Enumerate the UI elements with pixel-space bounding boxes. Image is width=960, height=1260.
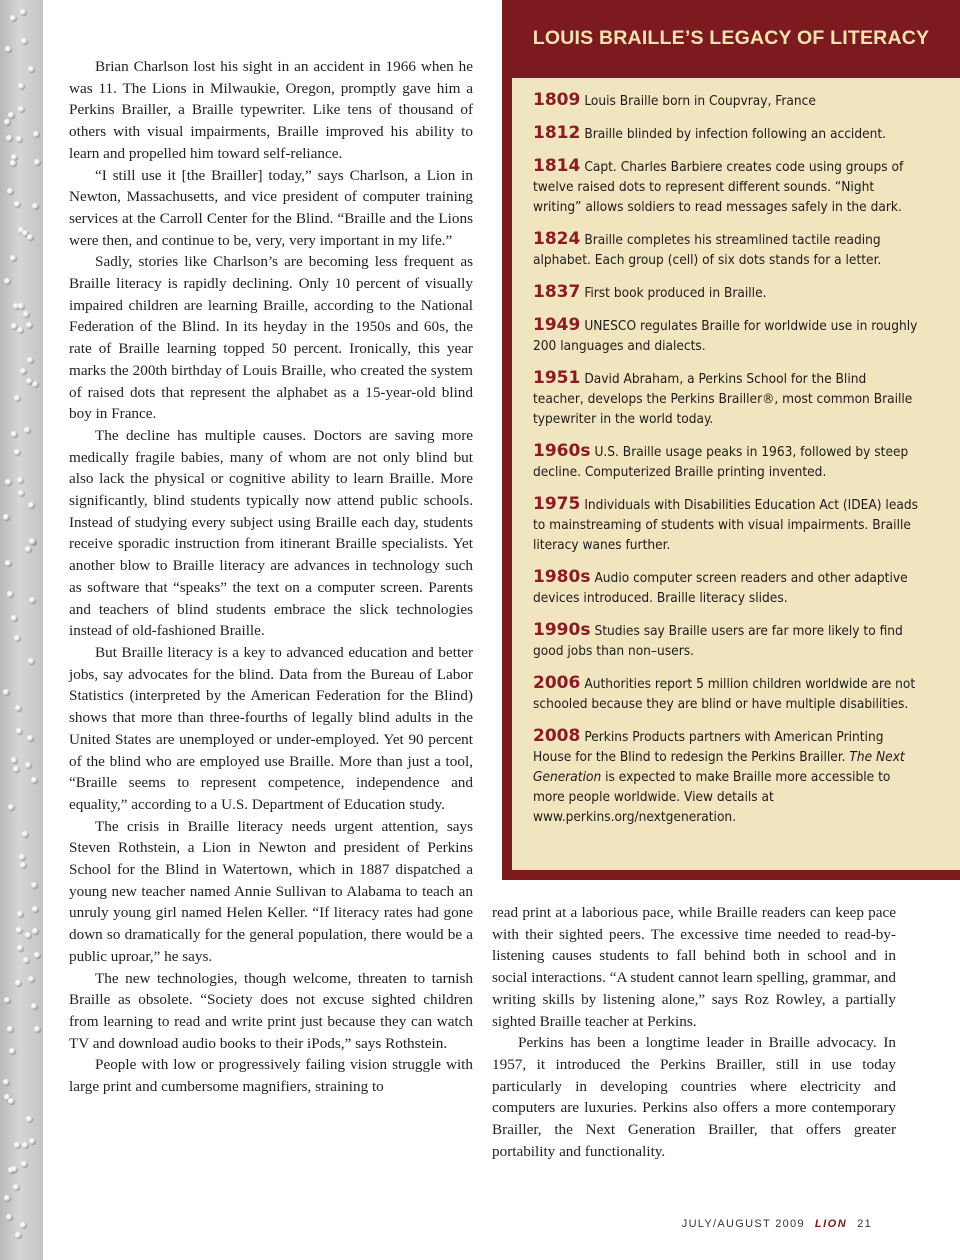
braille-dot: [23, 311, 29, 317]
braille-dot: [26, 1116, 32, 1122]
braille-dot: [29, 1138, 35, 1144]
braille-dot: [17, 477, 23, 483]
braille-dot: [17, 327, 23, 333]
timeline-year: 1960s: [533, 441, 591, 461]
timeline-entry: [533, 441, 919, 482]
braille-dot: [11, 1166, 17, 1172]
braille-dot: [18, 83, 24, 89]
braille-dot: [28, 502, 34, 508]
timeline-sidebar: [502, 0, 960, 880]
braille-dot: [16, 728, 22, 734]
braille-dot: [34, 159, 40, 165]
article-paragraph: read print at a laborious pace, while Braille readers can keep pace with their sighted peers. The excessive time needed to read-by-listening causes students to fall behind both in school and in social interactions. “A student cannot learn spelling, grammar, and writing skills by listening alone,” says Roz Rowley, a partially sighted Braille teacher at Perkins.: [492, 904, 896, 1030]
timeline-text: Individuals with Disabilities Education Act (IDEA) leads to mainstreaming of students with visual impairments. Braille literacy wanes further.: [533, 497, 918, 553]
timeline-entry: [533, 282, 919, 303]
braille-dot: [7, 1026, 13, 1032]
braille-dot: [32, 928, 38, 934]
braille-dot: [7, 188, 13, 194]
braille-dot: [19, 854, 25, 860]
magazine-brand: LION: [814, 1218, 848, 1230]
timeline-text: Authorities report 5 million children worldwide are not schooled because they are blind or have multiple disabilities.: [533, 676, 916, 712]
timeline-year: 1814: [533, 156, 581, 176]
timeline-text: First book produced in Braille.: [584, 285, 767, 301]
braille-dot: [3, 514, 9, 520]
braille-dot: [9, 1048, 15, 1054]
timeline-box: [512, 78, 960, 870]
braille-dot: [5, 479, 11, 485]
braille-dot: [14, 1142, 20, 1148]
braille-dot: [5, 46, 11, 52]
timeline-year: 1824: [533, 229, 581, 249]
braille-dot: [26, 378, 32, 384]
article-paragraph: People with low or progressively failing vision struggle with large print and cumbersome magnifiers, straining to: [69, 1056, 473, 1096]
timeline-entry: [533, 494, 919, 555]
timeline-year: 2008: [533, 726, 581, 746]
article-paragraph: The crisis in Braille literacy needs urgent attention, says Steven Rothstein, a Lion in Newton and president of Perkins School for the Blind in Watertown, which in 1887 dispatched a young new teacher named Annie Sullivan to Alabama to teach an unruly young girl named Helen Keller. “If literacy rates had gone down so dramatically for the general population, there would be a public uproar,” he says.: [69, 817, 473, 965]
sidebar-title: LOUIS BRAILLE’S LEGACY OF LITERACY: [532, 27, 930, 49]
braille-dot: [4, 278, 10, 284]
braille-dot: [20, 368, 26, 374]
timeline-year: 1837: [533, 282, 581, 302]
braille-dot: [4, 119, 10, 125]
braille-dot: [20, 1222, 26, 1228]
braille-dot: [14, 395, 20, 401]
braille-dot: [11, 431, 17, 437]
issue-date: JULY/AUGUST 2009: [681, 1218, 805, 1230]
timeline-text: Braille completes his streamlined tactile reading alphabet. Each group (cell) of six dots stands for a letter.: [533, 232, 882, 268]
timeline-text: U.S. Braille usage peaks in 1963, followed by steep decline. Computerized Braille printing invented.: [533, 444, 909, 480]
timeline-entry: [533, 567, 919, 608]
braille-dot: [27, 234, 33, 240]
timeline-year: 2006: [533, 673, 581, 693]
braille-dot: [27, 357, 33, 363]
timeline-entry: [533, 123, 919, 144]
timeline-text: Braille blinded by infection following an accident.: [584, 126, 887, 142]
braille-dot: [8, 112, 14, 118]
timeline-text: UNESCO regulates Braille for worldwide use in roughly 200 languages and dialects.: [533, 318, 918, 354]
braille-dot: [5, 560, 11, 566]
braille-dot: [10, 15, 16, 21]
timeline-text: Louis Braille born in Coupvray, France: [584, 93, 816, 109]
braille-dot: [20, 862, 26, 868]
article-paragraph: Perkins has been a longtime leader in Braille advocacy. In 1957, it introduced the Perkins Brailler, still in use today particularly in developing countries where electricity and computers are luxuries. Perkins also offers a more contemporary Brailler, the Next Generation Brailler, that offers greater portability and functionality.: [492, 1034, 896, 1160]
braille-dot: [27, 735, 33, 741]
timeline-text: Perkins Products partners with American Printing House for the Blind to redesign the Perkins Brailler.: [533, 729, 884, 765]
braille-dot: [4, 997, 10, 1003]
braille-dot: [16, 927, 22, 933]
braille-dot: [32, 381, 38, 387]
article-paragraph: The decline has multiple causes. Doctors are saving more medically fragile babies, many of whom are not only blind but also lack the physical or cognitive ability to learn Braille. More significantly, blind students typically now attend public schools. Instead of studying every subject using Braille each day, students receive sporadic instruction from itinerant Braille specialists. Yet another blow to Braille literacy are advances in technology such as software that “speaks” the text on a computer screen. Parents and teachers of blind students embrace the slick technologies instead of old-fashioned Braille.: [69, 426, 473, 640]
article-left-column: [69, 56, 473, 1098]
timeline-entry: [533, 620, 919, 661]
braille-dot: [18, 303, 24, 309]
timeline-year: 1990s: [533, 620, 591, 640]
timeline-text: Studies say Braille users are far more likely to find good jobs than non–users.: [533, 623, 903, 659]
article-paragraph: Sadly, stories like Charlson’s are becoming less frequent as Braille literacy is rapidly declining. Only 10 percent of visually impaired children are learning Braille, according to the National Federation of the Blind. In its heyday in the 1950s and 60s, the rate of Braille learning topped 50 percent. Ironically, this year marks the 200th birthday of Louis Braille, who created the system of raised dots that represent the alphabet as a 15-year-old blind boy in France.: [69, 253, 473, 423]
timeline-text: David Abraham, a Perkins School for the Blind teacher, develops the Perkins Brailler®, most common Braille typewriter in the world today.: [533, 371, 913, 427]
braille-dot: [34, 952, 40, 958]
timeline-entry: [533, 368, 919, 429]
braille-dot: [16, 136, 22, 142]
timeline-text: is expected to make Braille more accessible to more people worldwide. View details at www.perkins.org/nextgeneration.: [533, 769, 891, 825]
braille-dot: [22, 831, 28, 837]
braille-dot: [28, 66, 34, 72]
braille-dot: [11, 615, 17, 621]
braille-dot: [17, 911, 23, 917]
braille-dot: [32, 906, 38, 912]
braille-dot: [3, 1079, 9, 1085]
braille-dot: [4, 1195, 10, 1201]
braille-dot: [15, 1232, 21, 1238]
braille-dot: [26, 322, 32, 328]
timeline-year: 1975: [533, 494, 581, 514]
braille-dot: [15, 705, 21, 711]
braille-dot: [32, 203, 38, 209]
timeline-year: 1812: [533, 123, 581, 143]
braille-dot: [17, 945, 23, 951]
timeline-entry: [533, 90, 919, 111]
page-number: 21: [857, 1218, 872, 1230]
article-paragraph: “I still use it [the Brailler] today,” says Charlson, a Lion in Newton, Massachusetts, and vice president of computer training services at the Carroll Center for the Blind. “Braille and the Lions were then, and continue to be, very, very important in my life.”: [69, 166, 473, 249]
braille-dot: [25, 762, 31, 768]
braille-dot: [33, 131, 39, 137]
page-footer: [682, 1218, 872, 1230]
timeline-italic-text: The Next Generation: [533, 749, 905, 785]
braille-dot: [21, 1161, 27, 1167]
braille-dot: [8, 804, 14, 810]
braille-dot: [31, 1003, 37, 1009]
braille-dot: [6, 135, 12, 141]
braille-dot: [28, 658, 34, 664]
timeline-year: 1809: [533, 90, 581, 110]
braille-dot: [13, 1184, 19, 1190]
braille-dot: [20, 9, 26, 15]
timeline-entry: [533, 673, 919, 714]
braille-dot: [3, 689, 9, 695]
braille-dot: [34, 1026, 40, 1032]
timeline-year: 1980s: [533, 567, 591, 587]
braille-dot: [14, 449, 20, 455]
braille-dot: [8, 1098, 14, 1104]
braille-dot: [6, 1214, 12, 1220]
timeline-entry: [533, 156, 919, 217]
timeline-text: Capt. Charles Barbiere creates code using groups of twelve raised dots to represent different sounds. “Night writing” allows soldiers to read messages safely in the dark.: [533, 159, 904, 215]
braille-dot: [14, 635, 20, 641]
timeline-entry: [533, 315, 919, 356]
timeline-text: Audio computer screen readers and other adaptive devices introduced. Braille literacy slides.: [533, 570, 908, 606]
braille-dot: [25, 932, 31, 938]
braille-dot: [7, 591, 13, 597]
timeline-year: 1949: [533, 315, 581, 335]
braille-dot: [24, 427, 30, 433]
braille-dot: [11, 757, 17, 763]
article-paragraph: But Braille literacy is a key to advanced education and better jobs, say advocates for the blind. Data from the Bureau of Labor Statistics (interpreted by the American Federation for the Blind) shows that more than three-fourths of legally blind adults in the United States are unemployed or under-employed. Yet 90 percent of the blind who are employed use Braille. More than just a tool, “Braille seems to represent competence, independence and equality,” according to a U.S. Department of Education study.: [69, 643, 473, 813]
braille-dot: [11, 323, 17, 329]
braille-dot: [10, 255, 16, 261]
braille-dot: [28, 976, 34, 982]
article-paragraph: The new technologies, though welcome, threaten to tarnish Braille as obsolete. “Society does not excuse sighted children from learning to read and write print just because they can watch TV and download audio books to their iPods,” says Rothstein.: [69, 969, 473, 1052]
braille-dot: [23, 957, 29, 963]
article-right-column: [492, 902, 896, 1162]
braille-dot: [18, 106, 24, 112]
braille-dot: [29, 597, 35, 603]
braille-dot: [21, 38, 27, 44]
braille-dot: [18, 490, 24, 496]
timeline-entry: [533, 229, 919, 270]
timeline-entry: [533, 726, 919, 827]
braille-dot: [25, 546, 31, 552]
braille-dot: [10, 160, 16, 166]
braille-dot: [31, 777, 37, 783]
braille-dot: [15, 980, 21, 986]
braille-dot: [22, 1142, 28, 1148]
timeline-list: [533, 90, 919, 839]
timeline-year: 1951: [533, 368, 581, 388]
article-paragraph: Brian Charlson lost his sight in an accident in 1966 when he was 11. The Lions in Milwaukie, Oregon, promptly gave him a Perkins Brailler, a Braille typewriter. Like tens of thousand of others with visual impairments, Braille improved his ability to learn and propelled him toward self-reliance.: [69, 58, 473, 162]
braille-dot: [14, 201, 20, 207]
braille-dot: [31, 882, 37, 888]
braille-dot: [13, 766, 19, 772]
braille-dots-background: [0, 0, 43, 1260]
braille-dot: [29, 538, 35, 544]
